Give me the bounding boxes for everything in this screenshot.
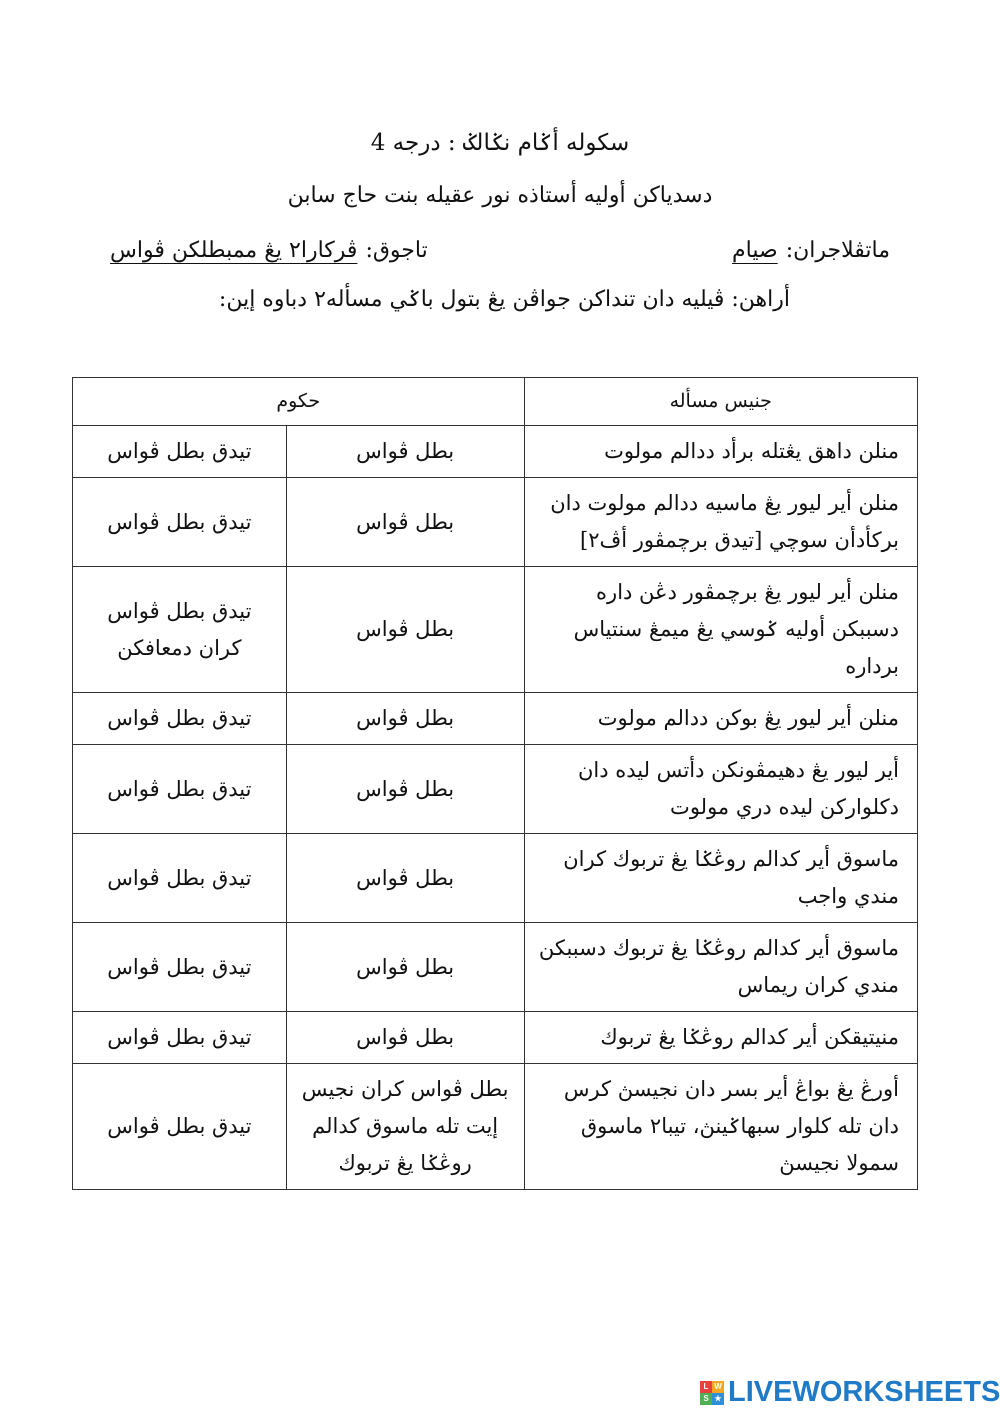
logo-square-w: W	[712, 1381, 724, 1393]
instruction-text: أراهن: ڤيليه دان تنداكن جواڤن يڠ بتول باݢي مسأله٢ دباوه إين:	[218, 287, 790, 312]
topic-label: تاجوق:	[365, 238, 428, 263]
answer-valid[interactable]: بطل ڤواس	[286, 1012, 524, 1064]
topic-field	[110, 238, 428, 263]
table-row	[73, 834, 918, 923]
issue-cell: ماسوق أير كدالم روڠݢا يڠ تربوك كران مندي واجب	[524, 834, 918, 923]
subject-value: صيام	[732, 238, 778, 263]
answer-valid[interactable]: بطل ڤواس	[286, 923, 524, 1012]
table-row	[73, 426, 918, 478]
subject-label: ماتڤلاجران:	[785, 238, 890, 263]
table-row	[73, 745, 918, 834]
worksheet-title: سكوله أݢام نݢالݢ : درجه 4	[370, 130, 630, 156]
table-row	[73, 923, 918, 1012]
rulings-table	[72, 377, 918, 1190]
logo-square-l: L	[700, 1381, 712, 1393]
subject-topic-line	[110, 238, 890, 263]
logo-square-star: ★	[712, 1393, 724, 1405]
issue-cell: منلن أير ليور يڠ ماسيه ددالم مولوت دان بركأدأن سوچي [تيدق برچمڤور أڤ٢]	[524, 478, 918, 567]
table-row	[73, 478, 918, 567]
liveworksheets-logo-icon	[700, 1381, 724, 1405]
table-row	[73, 1012, 918, 1064]
liveworksheets-logo	[700, 1376, 1000, 1409]
topic-value: ڤركارا٢ يڠ ممبطلكن ڤواس	[110, 238, 358, 263]
answer-valid[interactable]: بطل ڤواس	[286, 567, 524, 693]
issue-cell: أورڠ يڠ بواڠ أير بسر دان نجيسڽ كرس دان تله كلوار سبهاݢينڽ، تيبا٢ ماسوق سمولا نجيسڽ	[524, 1064, 918, 1190]
answer-valid[interactable]: بطل ڤواس	[286, 745, 524, 834]
answer-invalid[interactable]: تيدق بطل ڤواس كران دمعافكن	[73, 567, 287, 693]
issue-cell: ماسوق أير كدالم روڠݢا يڠ تربوك دسببكن مندي كران ريماس	[524, 923, 918, 1012]
table-row	[73, 1064, 918, 1190]
issue-cell: منلن أير ليور يڠ برچمڤور دڠن داره دسببكن أوليه ݢوسي يڠ ميمڠ سنتياس برداره	[524, 567, 918, 693]
answer-valid[interactable]: بطل ڤواس	[286, 693, 524, 745]
liveworksheets-wordmark: LIVEWORKSHEETS	[728, 1376, 1000, 1408]
issue-cell: منلن أير ليور يڠ بوكن ددالم مولوت	[524, 693, 918, 745]
answer-invalid[interactable]: تيدق بطل ڤواس	[73, 745, 287, 834]
answer-invalid[interactable]: تيدق بطل ڤواس	[73, 834, 287, 923]
answer-invalid[interactable]: تيدق بطل ڤواس	[73, 478, 287, 567]
answer-invalid[interactable]: تيدق بطل ڤواس	[73, 693, 287, 745]
answer-invalid[interactable]: تيدق بطل ڤواس	[73, 1012, 287, 1064]
answer-valid[interactable]: بطل ڤواس	[286, 426, 524, 478]
table-header-row	[73, 378, 918, 426]
answer-valid[interactable]: بطل ڤواس	[286, 834, 524, 923]
answer-invalid[interactable]: تيدق بطل ڤواس	[73, 426, 287, 478]
issue-cell: أير ليور يڠ دهيمڤونكن دأتس ليده دان دكلواركن ليده دري مولوت	[524, 745, 918, 834]
answer-valid[interactable]: بطل ڤواس	[286, 478, 524, 567]
issue-cell: منيتيقكن أير كدالم روڠݢا يڠ تربوك	[524, 1012, 918, 1064]
answer-valid[interactable]: بطل ڤواس كران نجيس إيت تله ماسوق كدالم روڠݢا يڠ تربوك	[286, 1064, 524, 1190]
issue-cell: منلن داهق يڠتله برأد ددالم مولوت	[524, 426, 918, 478]
worksheet-subtitle: دسدياكن أوليه أستاذه نور عقيله بنت حاج سابن	[287, 183, 713, 208]
header-ruling: حكوم	[73, 378, 525, 426]
subject-field	[732, 238, 890, 263]
header-type: جنيس مسأله	[524, 378, 918, 426]
table-row	[73, 567, 918, 693]
logo-square-s: S	[700, 1393, 712, 1405]
answer-invalid[interactable]: تيدق بطل ڤواس	[73, 1064, 287, 1190]
table-row	[73, 693, 918, 745]
answer-invalid[interactable]: تيدق بطل ڤواس	[73, 923, 287, 1012]
